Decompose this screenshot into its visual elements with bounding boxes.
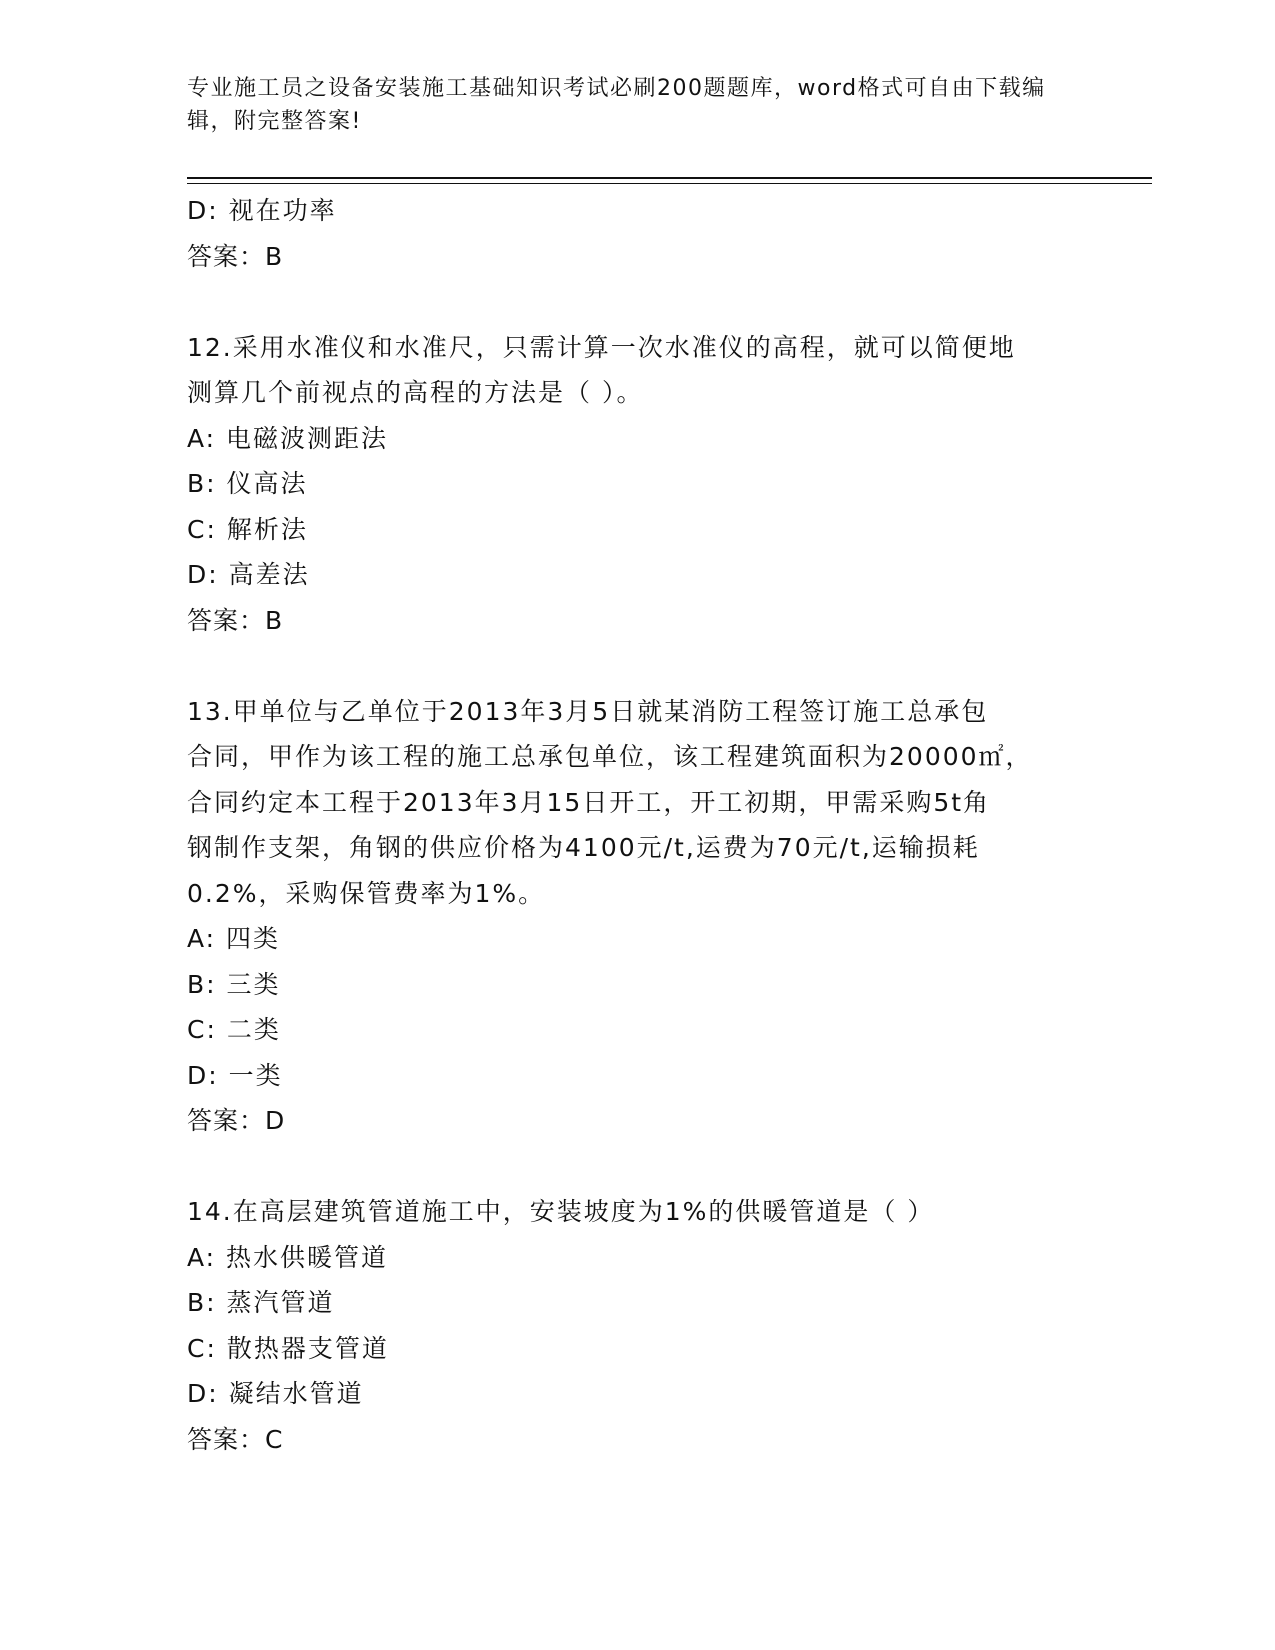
option-c: C: 解析法	[187, 514, 308, 544]
spacer	[187, 1144, 1087, 1190]
header-divider-thin	[187, 183, 1152, 184]
option-d: D: 凝结水管道	[187, 1379, 364, 1408]
page-header-title: 专业施工员之设备安装施工基础知识考试必刷200题题库，word格式可自由下载编辑，附完整答案!	[187, 76, 1046, 134]
question-12	[187, 325, 1087, 644]
question-content	[187, 188, 1087, 1462]
option-b: B: 蒸汽管道	[187, 1288, 335, 1317]
question-stem-line: 14.在高层建筑管道施工中，安装坡度为1%的供暖管道是（ ）	[187, 1197, 935, 1226]
answer-label: 答案：B	[187, 605, 284, 635]
question-stem-line: 钢制作支架，角钢的供应价格为4100元/t,运费为70元/t,运输损耗	[187, 833, 980, 862]
question-stem-line: 合同，甲作为该工程的施工总承包单位，该工程建筑面积为20000㎡，	[187, 742, 1033, 771]
question-11-tail	[187, 188, 1087, 279]
question-13	[187, 689, 1087, 1144]
option-c: C: 二类	[187, 1015, 281, 1044]
option-d: D: 一类	[187, 1060, 283, 1090]
answer-label: 答案：C	[187, 1424, 284, 1454]
answer-label: 答案：D	[187, 1106, 286, 1135]
spacer	[187, 643, 1087, 689]
answer-label: 答案：B	[187, 241, 284, 271]
option-d: D: 视在功率	[187, 196, 337, 225]
question-stem-line: 合同约定本工程于2013年3月15日开工，开工初期，甲需采购5t角	[187, 787, 991, 817]
option-d: D: 高差法	[187, 560, 310, 589]
option-a: A: 电磁波测距法	[187, 423, 389, 453]
question-stem-line: 13.甲单位与乙单位于2013年3月5日就某消防工程签订施工总承包	[187, 696, 989, 726]
question-14	[187, 1189, 1087, 1462]
option-a: A: 热水供暖管道	[187, 1242, 389, 1272]
question-stem-line: 0.2%，采购保管费率为1%。	[187, 878, 546, 908]
option-b: B: 仪高法	[187, 469, 308, 498]
header-divider-thick	[187, 177, 1152, 179]
question-stem-line: 测算几个前视点的高程的方法是（ ）。	[187, 378, 644, 407]
spacer	[187, 279, 1087, 325]
option-a: A: 四类	[187, 924, 281, 953]
option-b: B: 三类	[187, 969, 281, 999]
option-c: C: 散热器支管道	[187, 1333, 389, 1363]
question-stem-line: 12.采用水准仪和水准尺，只需计算一次水准仪的高程，就可以简便地	[187, 332, 1016, 362]
